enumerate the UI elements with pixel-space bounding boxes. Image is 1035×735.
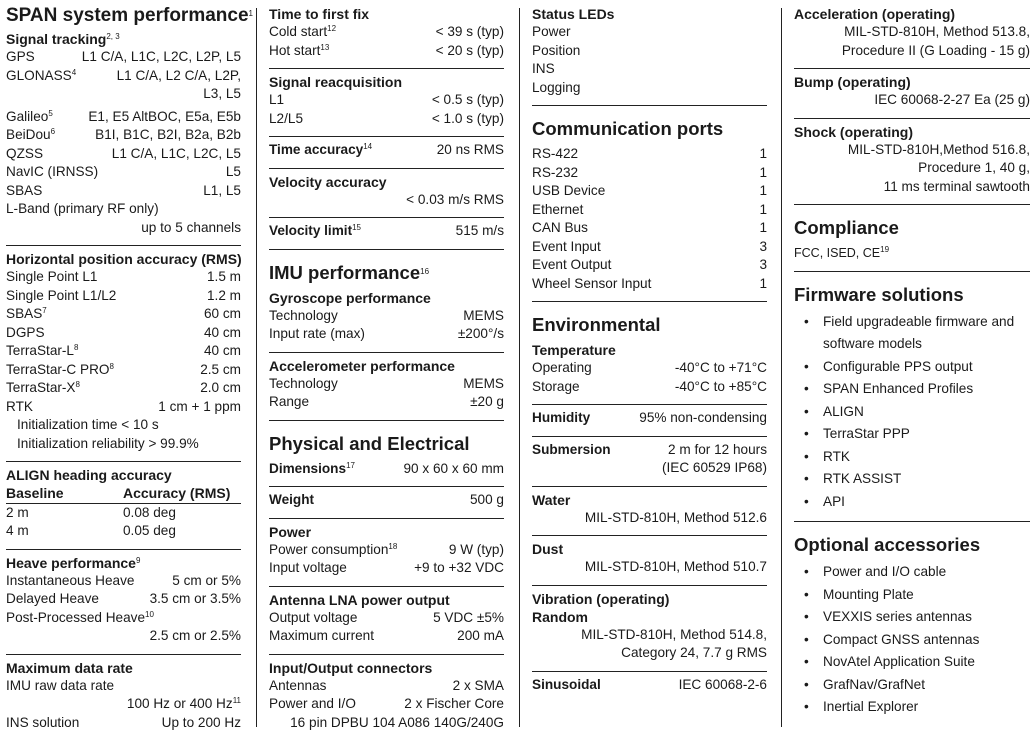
init-reliability: Initialization reliability > 99.9% [17, 435, 199, 451]
spec-value: 1.5 m [207, 269, 241, 284]
random-heading: Random [532, 608, 588, 625]
list-item: • VEXXIS series antennas [794, 606, 1030, 629]
spec-label: CAN Bus [532, 220, 588, 235]
spec-value: IEC 60068-2-27 Ea (25 g) [874, 92, 1030, 107]
spec-row: Maximum current 200 mA [269, 628, 504, 643]
init-time: Initialization time < 10 s [17, 417, 159, 432]
status-leds-heading: Status LEDs [532, 6, 615, 22]
spec-row [6, 361, 241, 380]
submersion-row: Submersion 2 m for 12 hours [532, 441, 767, 457]
spec-row [532, 275, 767, 294]
bump-heading: Bump (operating) [794, 74, 911, 90]
spec-value: 1 [759, 164, 767, 180]
acceleration-heading: Acceleration (operating) [794, 6, 956, 22]
list-item: • RTK [794, 446, 1030, 469]
spec-label: Event Output [532, 257, 612, 272]
spec-row [6, 342, 241, 361]
span-performance-title: SPAN system performance$^1$ [6, 5, 253, 26]
spec-value: Procedure 1, 40 g, [918, 160, 1030, 175]
spec-row [6, 268, 241, 287]
spec-value: Category 24, 7.7 g RMS [621, 645, 767, 660]
weight-row: Weight 500 g [269, 492, 504, 507]
imu-performance-title: IMU performance$^{16}$ [269, 261, 430, 283]
list-item: • Inertial Explorer [794, 696, 1030, 719]
spec-row [532, 256, 767, 275]
spec-row: INS solution Up to 200 Hz [6, 714, 241, 730]
spec-label: RS-232 [532, 164, 579, 180]
spec-label: DGPS [6, 324, 45, 340]
spec-value: 2.5 cm [200, 361, 241, 377]
io-connectors-heading: Input/Output connectors [269, 659, 433, 676]
spec-row [6, 305, 241, 324]
list-item: Position [532, 42, 581, 58]
list-item: • TerraStar PPP [794, 423, 1030, 446]
spec-row: Power consumption$^{18}$ 9 W (typ) [269, 541, 504, 557]
spec-label: Post-Processed Heave$^{10}$ [6, 609, 154, 625]
accelerometer-heading: Accelerometer performance [269, 357, 455, 374]
list-item: • GrafNav/GrafNet [794, 674, 1030, 697]
spec-value: 1.2 m [207, 287, 241, 303]
spec-label: USB Device [532, 183, 606, 198]
sinusoidal-row: Sinusoidal IEC 60068-2-6 [532, 676, 767, 692]
time-accuracy-row: Time accuracy$^{14}$ 20 ns RMS [269, 142, 504, 157]
list-item: • Power and I/O cable [794, 561, 1030, 584]
spec-value: 40 cm [203, 324, 241, 340]
column-2 [269, 5, 504, 732]
spec-label: L-Band (primary RF only) [6, 201, 159, 216]
humidity-row: Humidity 95% non-condensing [532, 410, 767, 425]
spec-row: Range ±20 g [269, 394, 504, 409]
reacquisition-heading: Signal reacquisition [269, 74, 403, 90]
compliance-title: Compliance [794, 217, 899, 238]
spec-value: MIL-STD-810H, Method 510.7 [584, 559, 767, 574]
compliance-text: FCC, ISED, CE$^{19}$ [794, 245, 890, 260]
spec-value: L3, L5 [203, 86, 241, 101]
align-heading: ALIGN heading accuracy [6, 467, 172, 483]
list-item: Logging [532, 79, 581, 95]
spec-label: TerraStar-$L^8$ [6, 343, 79, 358]
temperature-heading: Temperature [532, 342, 616, 358]
spec-row [6, 398, 241, 417]
optional-accessories-title: Optional accessories [794, 534, 981, 555]
spec-row: BeiDou$^6$ B1I, B1C, B2I, B2a, B2b [6, 127, 241, 142]
spec-row: L2/L5 < 1.0 s (typ) [269, 110, 504, 126]
communication-ports-title: Communication ports [532, 118, 724, 139]
antenna-lna-heading: Antenna LNA power output [269, 591, 450, 608]
list-item: Power [532, 24, 571, 39]
accessories-list [794, 561, 1030, 719]
dimensions-row: Dimensions$^{17}$ 90 x 60 x 60 mm [269, 460, 504, 476]
spec-row: Input voltage +9 to +32 VDC [269, 560, 504, 575]
environmental-title: Environmental [532, 314, 661, 335]
spec-row: Output voltage 5 VDC ±5% [269, 609, 504, 625]
spec-row: GPS L1 C/A, L1C, L2C, L2P, L5 [6, 49, 241, 64]
spec-label: TerraStar-C PRO$^8$ [6, 361, 114, 377]
spec-row: Delayed Heave 3.5 cm or 3.5% [6, 591, 241, 606]
spec-row: Input rate (max) ±200°/s [269, 326, 504, 341]
heave-heading: Heave performance$^9$ [6, 554, 141, 571]
column-divider [781, 8, 782, 727]
spec-value: 100 Hz or 400 Hz$^{11}$ [126, 696, 241, 711]
spec-value: 1 cm + 1 ppm [158, 398, 241, 414]
firmware-list [794, 311, 1030, 514]
spec-label: RS-422 [532, 146, 579, 161]
list-item: • API [794, 491, 1030, 514]
spec-row [532, 219, 767, 238]
spec-value: MIL-STD-810H,Method 516.8, [847, 141, 1030, 157]
spec-value: 1 [759, 201, 767, 217]
spec-row: Antennas 2 x SMA [269, 677, 504, 693]
spec-value: Procedure II (G Loading - 15 g) [841, 42, 1030, 58]
spec-value: 40 cm [203, 343, 241, 358]
physical-electrical-title: Physical and Electrical [269, 432, 470, 454]
spec-row: Instantaneous Heave 5 cm or 5% [6, 572, 241, 588]
spec-value: MIL-STD-810H, Method 512.6 [584, 509, 767, 525]
list-item: • SPAN Enhanced Profiles [794, 378, 1030, 401]
spec-label: SBAS$^7$ [6, 306, 47, 321]
spec-row: L1 < 0.5 s (typ) [269, 92, 504, 107]
spec-label: Wheel Sensor Input [532, 275, 652, 291]
spec-value: 1 [759, 146, 767, 161]
column-3 [532, 5, 767, 694]
align-table-header: Baseline Accuracy (RMS) [6, 485, 231, 501]
ttff-heading: Time to first fix [269, 6, 370, 22]
spec-value: MIL-STD-810H, Method 514.8, [581, 626, 767, 642]
spec-row [532, 238, 767, 257]
horizontal-accuracy-heading: Horizontal position accuracy (RMS) [6, 251, 242, 267]
list-item: • Configurable PPS output [794, 356, 1030, 379]
shock-heading: Shock (operating) [794, 123, 914, 140]
spec-value: 11 ms terminal sawtooth [883, 178, 1030, 194]
power-heading: Power [269, 523, 312, 540]
velocity-limit-row: Velocity limit$^{15}$ 515 m/s [269, 223, 504, 238]
spec-value: 60 cm [203, 306, 241, 321]
table-row: 4 m 0.05 deg [6, 523, 176, 538]
gyroscope-heading: Gyroscope performance [269, 289, 431, 306]
spec-value: (IEC 60529 IP68) [661, 460, 767, 475]
list-item: • Field upgradeable firmware and software models [794, 311, 1030, 356]
spec-label: IMU raw data rate [6, 677, 115, 693]
spec-label: Event Input [532, 238, 601, 254]
spec-row: NavIC (IRNSS) L5 [6, 164, 241, 179]
spec-row: Technology MEMS [269, 375, 504, 391]
spec-row: Hot start$^{13}$ < 20 s (typ) [269, 42, 504, 58]
list-item: • ALIGN [794, 401, 1030, 424]
column-1 [6, 5, 253, 732]
column-divider [519, 8, 520, 727]
spec-label: Single Point L1 [6, 269, 98, 284]
spec-label: Ethernet [532, 201, 584, 217]
spec-value: MIL-STD-810H, Method 513.8, [844, 24, 1030, 39]
spec-value: 3 [759, 238, 767, 254]
vibration-heading: Vibration (operating) [532, 590, 670, 607]
column-divider [256, 8, 257, 727]
signal-tracking-heading: Signal tracking$^{2, 3}$ [6, 31, 120, 47]
list-item: INS [532, 61, 555, 76]
spec-row: Operating -40°C to +71°C [532, 360, 767, 375]
water-heading: Water [532, 491, 571, 508]
list-item: • NovAtel Application Suite [794, 651, 1030, 674]
spec-value: 1 [759, 220, 767, 235]
spec-row [6, 287, 241, 306]
spec-value: 3 [759, 257, 767, 272]
spec-label: RTK [6, 398, 33, 414]
table-row: 2 m 0.08 deg [6, 504, 176, 520]
spec-row [6, 324, 241, 343]
spec-row: Galileo$^5$ E1, E5 AltBOC, E5a, E5b [6, 108, 241, 124]
spec-row: QZSS L1 C/A, L1C, L2C, L5 [6, 145, 241, 161]
spec-row: Cold start$^{12}$ < 39 s (typ) [269, 24, 504, 39]
spec-value: 2.5 cm or 2.5% [149, 628, 241, 643]
spec-label: TerraStar-$X^8$ [6, 380, 80, 395]
firmware-solutions-title: Firmware solutions [794, 283, 964, 305]
spec-row: GLONASS$^4$ L1 C/A, L2 C/A, L2P, [6, 67, 241, 83]
spec-label: Single Point L1/L2 [6, 287, 117, 303]
spec-row [532, 145, 767, 164]
spec-value: up to 5 channels [141, 219, 241, 235]
velocity-accuracy-heading: Velocity accuracy [269, 173, 387, 190]
spec-value: 1 [759, 275, 767, 291]
spec-row [532, 201, 767, 220]
spec-row: Power and I/O 2 x Fischer Core [269, 696, 504, 711]
spec-row [6, 379, 241, 398]
column-4 [794, 5, 1030, 719]
max-data-rate-heading: Maximum data rate [6, 659, 133, 676]
spec-row: Storage -40°C to +85°C [532, 378, 767, 394]
spec-row [532, 164, 767, 183]
list-item: • RTK ASSIST [794, 468, 1030, 491]
spec-value: 2.0 cm [200, 380, 241, 395]
spec-row: Technology MEMS [269, 307, 504, 323]
spec-row: SBAS L1, L5 [6, 182, 241, 198]
spec-value: 16 pin DPBU 104 A086 140G/240G [290, 714, 504, 730]
list-item: • Mounting Plate [794, 584, 1030, 607]
spec-value: 1 [759, 183, 767, 198]
list-item: • Compact GNSS antennas [794, 629, 1030, 652]
spec-row [532, 182, 767, 201]
spec-value: < 0.03 m/s RMS [406, 191, 504, 207]
dust-heading: Dust [532, 541, 564, 557]
